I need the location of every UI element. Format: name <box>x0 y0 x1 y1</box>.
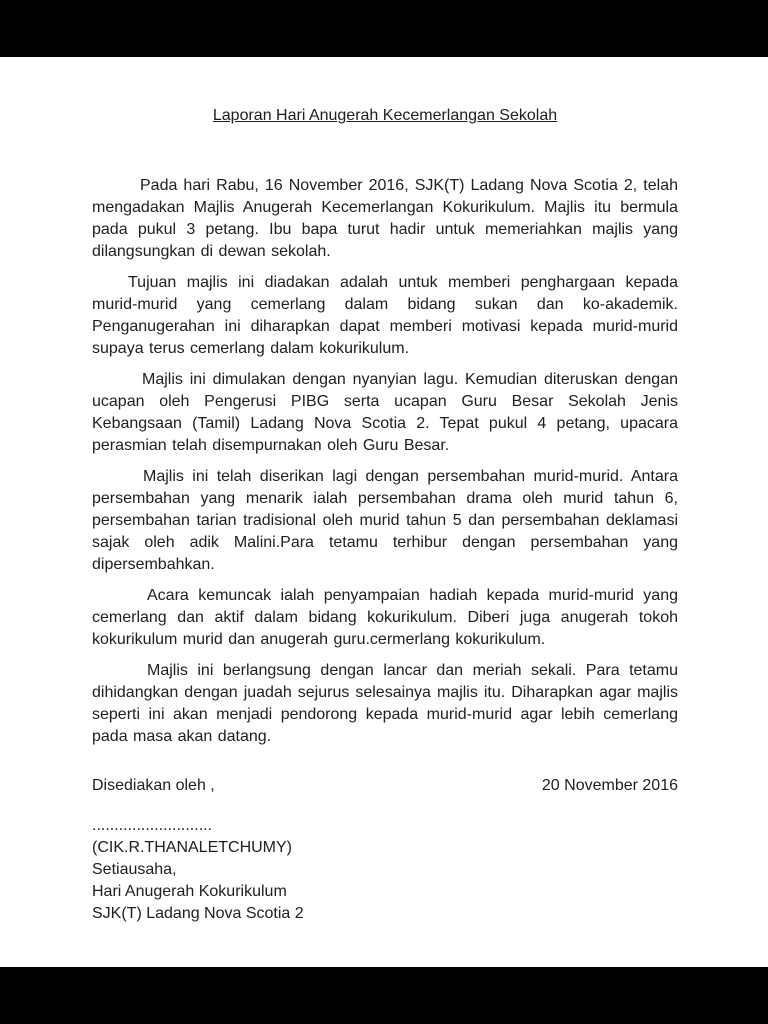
paragraph-6: Majlis ini berlangsung dengan lancar dan meriah sekali. Para tetamu dihidangkan dengan juadah sejurus selesainya majlis itu. Diharapkan agar majlis seperti ini akan menjadi pendorong kepada murid-murid agar lebih cemerlang pada masa akan datang. <box>92 662 678 745</box>
paragraph-4: Majlis ini telah diserikan lagi dengan persembahan murid-murid. Antara persembahan yang menarik ialah persembahan drama oleh murid tahun 6, persembahan tarian tradisional oleh murid tahun 5 dan persembahan deklamasi sajak oleh adik Malini.Para tetamu terhibur dengan persembahan yang dipersembahkan. <box>92 468 678 573</box>
signature-event: Hari Anugerah Kokurikulum <box>92 883 287 900</box>
paragraph-2: Tujuan majlis ini diadakan adalah untuk memberi penghargaan kepada murid-murid yang cemerlang dalam bidang sukan dan ko-akademik. Penganugerahan ini diharapkan dapat memberi motivasi kepada murid-murid supaya terus cemerlang dalam kokurikulum. <box>92 274 678 357</box>
viewer-letterbox-bottom <box>0 967 768 1024</box>
report-date: 20 November 2016 <box>541 777 678 794</box>
signature-role: Setiausaha, <box>92 861 177 878</box>
viewer-letterbox-top <box>0 0 768 57</box>
signature-block <box>92 815 678 925</box>
document-page <box>0 57 768 967</box>
signature-school: SJK(T) Ladang Nova Scotia 2 <box>92 905 304 922</box>
document-title: Laporan Hari Anugerah Kecemerlangan Sekolah <box>212 107 558 124</box>
paragraph-1: Pada hari Rabu, 16 November 2016, SJK(T) Ladang Nova Scotia 2, telah mengadakan Majlis Anugerah Kecemerlangan Kokurikulum. Majlis itu bermula pada pukul 3 petang. Ibu bapa turut hadir untuk memeriahkan majlis yang dilangsungkan di dewan sekolah. <box>92 177 678 260</box>
signature-name: (CIK.R.THANALETCHUMY) <box>92 839 293 856</box>
paragraph-5: Acara kemuncak ialah penyampaian hadiah kepada murid-murid yang cemerlang dan aktif dalam bidang kokurikulum. Diberi juga anugerah tokoh kokurikulum murid dan anugerah guru.cermerlang kokurikulum. <box>92 587 678 648</box>
footer-row <box>92 775 678 797</box>
prepared-by-label: Disediakan oleh , <box>92 777 215 794</box>
paragraph-3: Majlis ini dimulakan dengan nyanyian lagu. Kemudian diteruskan dengan ucapan oleh Pengerusi PIBG serta ucapan Guru Besar Sekolah Jenis Kebangsaan (Tamil) Ladang Nova Scotia 2. Tepat pukul 4 petang, upacara perasmian telah disempurnakan oleh Guru Besar. <box>92 371 678 454</box>
signature-dots: ........................... <box>92 817 213 834</box>
